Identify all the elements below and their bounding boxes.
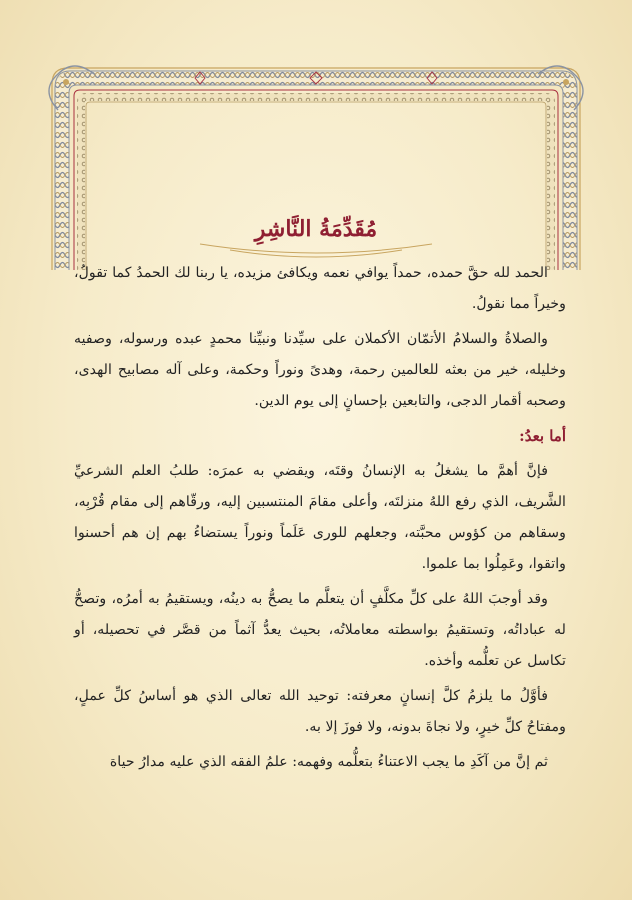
paragraph-salutation: والصلاةُ والسلامُ الأتمّان الأكملان على سيِّدنا ونبيِّنا محمدٍ عبده ورسوله، وصفيه وخليله، خير من بعثه للعالمين رحمة، وهدىً ونوراً وحكمة، وعلى آله مصابيح الهدى، وصحبه أقمار الدجى، والتابعين بإحسانٍ إلى يوم الدين.	[74, 331, 566, 409]
page-title: مُقَدِّمَةُ النَّاشِرِ	[254, 216, 378, 242]
paragraph-tawhid: فأوَّلُ ما يلزمُ كلَّ إنسانٍ معرفته: توحيد الله تعالى الذي هو أساسُ كلِّ عملٍ، ومفتاحُ كلِّ خيرٍ، ولا نجاةَ بدونه، ولا فوزَ إلا به.	[74, 688, 566, 735]
subheading: أما بعدُ:	[519, 427, 566, 445]
paragraph-knowledge: فإنَّ أهمَّ ما يشغلُ به الإنسانُ وقتَه، ويقضي به عمرَه: طلبُ العلم الشرعيِّ الشَّريف، الذي رفع اللهُ منزلتَه، وأعلى مقامَ المنتسبين إليه، ورقّاهم إلى مقام قُرْبِه، وسقاهم من كؤوس محبَّته، وجعلهم للورى عَلَماً ونوراً يستضاءُ بهم إن هم أحسنوا واتقوا، وعَمِلُوا بما علموا.	[74, 463, 566, 572]
paragraph-fiqh: ثم إنَّ من آكَدِ ما يجب الاعتناءُ بتعلُّمه وفهمه: علمُ الفقه الذي عليه مدارُ حياة	[109, 754, 548, 770]
paragraph-obligation: وقد أوجبَ اللهُ على كلِّ مكلَّفٍ أن يتعلَّم ما يصحُّ به دينُه، ويستقيمُ به أمرُه، وتصحُّ له عباداتُه، وتستقيمُ بواسطته معاملاتُه، بحيث يعدُّ آثماً من قصَّر في تحصيله، أو تكاسل عن تعلُّمه وأخذه.	[74, 591, 566, 669]
document-body	[74, 258, 566, 782]
paragraph-praise: الحمد لله حقَّ حمده، حمداً يوافي نعمه ويكافئ مزيده، يا ربنا لك الحمدُ كما تقولُ، وخيراً مما نقولُ.	[74, 265, 566, 312]
